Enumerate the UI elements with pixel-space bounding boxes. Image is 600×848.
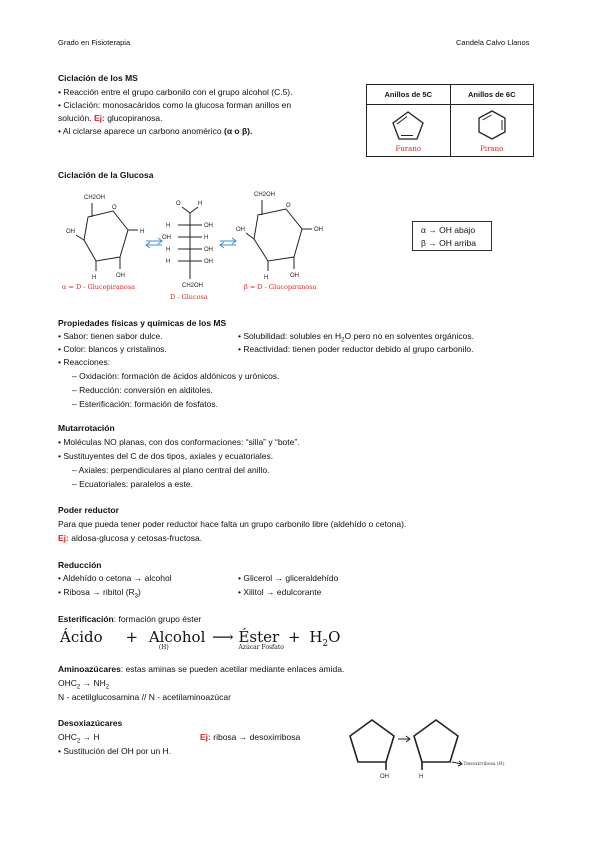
open-h-3: H: [204, 235, 209, 241]
prop-reactividad: • Reactividad: tienen poder reductor debido al grupo carbonilo.: [238, 344, 474, 354]
mut-axiales: – Axiales: perpendiculares al plano central del anillo.: [72, 465, 270, 475]
hexagon-ring-icon: [472, 108, 512, 142]
open-oh-2: OH: [162, 235, 171, 241]
glucose-cyclization-diagram: [58, 185, 348, 305]
mut-bullet-2: • Sustituyentes del C de dos tipos, axiales y ecuatoriales.: [58, 451, 274, 461]
title: Aminoazúcares: [58, 664, 121, 674]
desoxi-bullet: • Sustitución del OH por un H.: [58, 746, 172, 756]
section-title-reduccion: Reducción: [58, 560, 102, 570]
section-title-aminoazucares: [58, 663, 344, 676]
open-ch2oh: CH2OH: [182, 283, 204, 289]
anomer-legend-box: [412, 221, 492, 251]
open-h-4: H: [166, 247, 171, 253]
section-title-mutarrotacion: Mutarrotación: [58, 423, 115, 433]
alpha-h: H: [92, 275, 97, 281]
subscript: 2: [341, 337, 345, 344]
section-title-desoxiazucares: Desoxiazúcares: [58, 718, 123, 728]
header-right: Candela Calvo Llanos: [456, 38, 530, 47]
open-h-5: H: [166, 259, 171, 265]
label-beta-glucopiranosa: β = D - Glucopiranosa: [244, 283, 317, 291]
desoxi-ej: [200, 731, 300, 744]
desoxy-diagram: [340, 712, 510, 780]
title: Esterificación: [58, 614, 114, 624]
eq-arrow: ⟶: [212, 628, 234, 646]
amino-line-2: N - acetilglucosamina // N - acetilaminoazúcar: [58, 692, 231, 702]
text: aldosa-glucosa y cetosas-fructosa.: [71, 533, 203, 543]
ribose-ring: [350, 720, 394, 762]
open-oh-3: OH: [204, 247, 213, 253]
text: ribosa → desoxirribosa: [213, 732, 301, 742]
open-oh-4: OH: [204, 259, 213, 265]
open-h-2: H: [166, 223, 171, 229]
subscript: 2: [76, 684, 81, 691]
beta-oh-2: OH: [290, 273, 299, 279]
ej-label: Ej:: [58, 533, 69, 543]
anomeric-types: (α o β).: [224, 126, 253, 136]
text: → H: [80, 732, 100, 742]
ciclacion-bullet-3: [58, 125, 252, 138]
text: → NH: [80, 678, 106, 688]
red-item-2: • Glicerol → gliceraldehído: [238, 573, 339, 583]
section-title-poder-reductor: Poder reductor: [58, 505, 119, 515]
eq-alcohol: Alcohol: [148, 628, 206, 646]
open-o: O: [176, 201, 181, 207]
text: ): [138, 587, 141, 597]
text: : formación grupo éster: [113, 614, 202, 624]
ester-equation: [60, 628, 340, 649]
eq-acido: Ácido: [60, 628, 103, 646]
eq-plus: +: [125, 628, 139, 646]
alpha-o: O: [112, 205, 117, 211]
text: glucopiranosa.: [107, 113, 163, 123]
text: H: [309, 628, 323, 646]
subscript: 3: [134, 593, 139, 600]
section-title-glucosa: Ciclación de la Glucosa: [58, 170, 154, 180]
label-alpha-glucopiranosa: α = D - Glucopiranosa: [62, 283, 136, 291]
alpha-oh-2: OH: [116, 273, 125, 279]
open-h: H: [198, 201, 203, 207]
prop-esterificacion: – Esterificación: formación de fosfatos.: [72, 399, 218, 409]
eq-ester-wrap: [238, 628, 284, 651]
mut-ecuatoriales: – Ecuatoriales: paralelos a este.: [72, 479, 193, 489]
section-title-ciclacion: Ciclación de los MS: [58, 73, 138, 83]
label-d-glucosa: D - Glucosa: [170, 293, 208, 301]
pirano-label: Pirano: [480, 145, 504, 153]
alpha-ch2oh: CH2OH: [84, 195, 106, 201]
eq-water: [309, 628, 341, 649]
ej-label: Ej:: [93, 113, 105, 123]
red-item-4: • Xilitol → edulcorante: [238, 587, 322, 597]
alpha-ring: [84, 211, 128, 261]
eq-ester-note: Azúcar Fosfato: [238, 644, 284, 651]
red-item-3: [58, 586, 141, 604]
subscript: 2: [322, 639, 329, 649]
beta-o: O: [286, 203, 291, 209]
prop-reduccion: – Reducción: conversión en alditoles.: [72, 385, 213, 395]
section-title-esterificacion: [58, 613, 201, 626]
deoxy-h-label: H: [419, 774, 424, 780]
alpha-legend: α → OH abajo: [421, 225, 476, 235]
prop-color: • Color: blancos y cristalinos.: [58, 344, 167, 354]
eq-alcohol-wrap: [148, 628, 210, 651]
open-oh-1: OH: [204, 223, 213, 229]
eq-plus-2: +: [287, 628, 301, 646]
ciclacion-bullet-2: • Ciclación: monosacáridos como la glucosa forman anillos en: [58, 100, 292, 110]
text: • Ribosa → ribitol (R: [58, 587, 135, 597]
red-item-1: • Aldehído o cetona → alcohol: [58, 573, 172, 583]
text: OHC: [58, 732, 77, 742]
beta-legend: β → OH arriba: [421, 238, 476, 248]
ej-label: Ej:: [200, 732, 211, 742]
prop-oxidacion: – Oxidación: formación de ácidos aldónicos y urónicos.: [72, 371, 280, 381]
prop-reacciones: • Reacciones:: [58, 357, 111, 367]
header-left: Grado en Fisioterapia: [58, 38, 131, 47]
text: : estas aminas se pueden acetilar mediante enlaces amida.: [120, 664, 345, 674]
rings-header-6c: Anillos de 6C: [450, 85, 534, 105]
beta-ring: [254, 209, 302, 261]
section-title-propiedades: Propiedades físicas y químicas de los MS: [58, 318, 227, 328]
ciclacion-bullet-1: • Reacción entre el grupo carbonilo con el grupo alcohol (C.5).: [58, 87, 293, 97]
poder-reductor-ej: [58, 532, 202, 545]
text: O: [328, 628, 341, 646]
text: • Al ciclarse aparece un carbono anomérico: [58, 126, 222, 136]
beta-oh-1: OH: [236, 227, 245, 233]
pentagon-ring-icon: [388, 108, 428, 142]
prop-sabor: • Sabor: tienen sabor dulce.: [58, 331, 163, 341]
text: solución.: [58, 113, 92, 123]
furano-label: Furano: [395, 145, 422, 153]
ribose-oh-label: OH: [380, 774, 389, 780]
poder-reductor-text: Para que pueda tener poder reductor hace falta un grupo carbonilo libre (aldehído o cetona).: [58, 519, 407, 529]
rings-table: [366, 84, 534, 157]
pirano-cell: [450, 105, 534, 157]
alpha-h-2: H: [140, 229, 145, 235]
rings-header-5c: Anillos de 5C: [367, 85, 451, 105]
beta-ch2oh: CH2OH: [254, 192, 276, 198]
text: OHC: [58, 678, 77, 688]
beta-h: H: [264, 275, 269, 281]
beta-oh-3: OH: [314, 227, 323, 233]
ciclacion-bullet-2b: [58, 112, 162, 125]
eq-alcohol-note: (H): [158, 644, 169, 651]
furano-cell: [367, 105, 451, 157]
deoxy-note: Desoxirribosa (H): [464, 762, 505, 767]
text: O pero no en solventes orgánicos.: [344, 331, 474, 341]
subscript: 2: [105, 684, 110, 691]
mut-bullet-1: • Moléculas NO planas, con dos conformaciones: “silla” y “bote”.: [58, 437, 300, 447]
subscript: 2: [76, 738, 81, 745]
deoxyribose-ring: [414, 720, 458, 762]
eq-ester: Éster: [238, 628, 280, 646]
text: • Solubilidad: solubles en H: [238, 331, 342, 341]
alpha-oh-1: OH: [66, 229, 75, 235]
